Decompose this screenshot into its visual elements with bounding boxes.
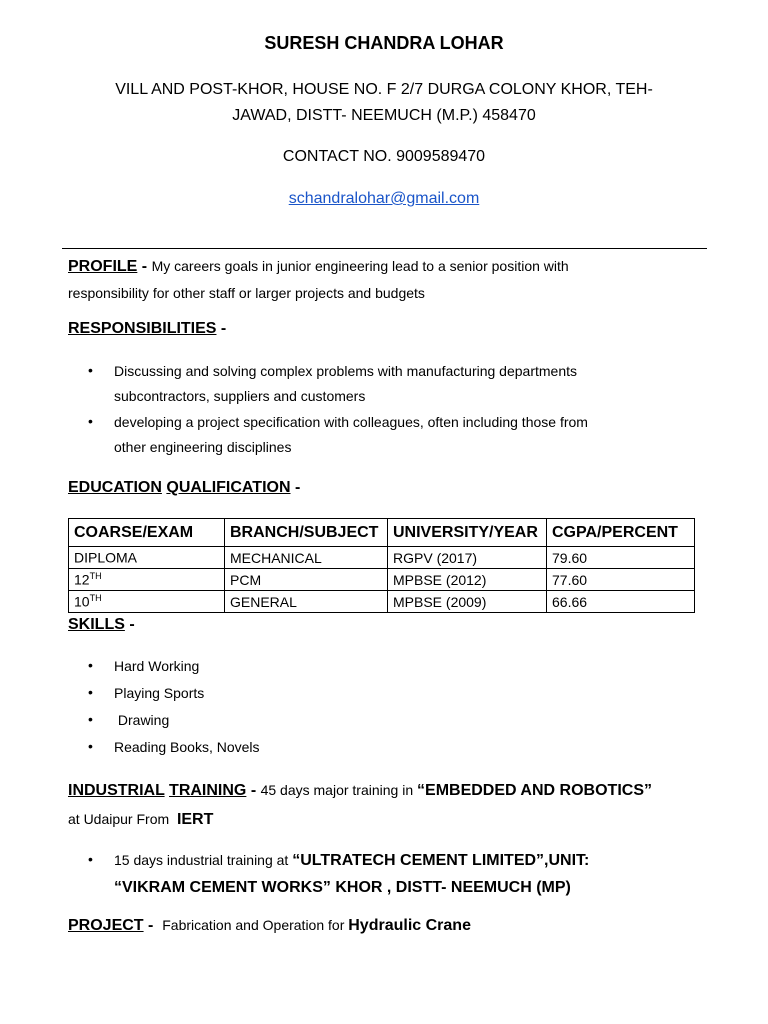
- responsibility-line: other engineering disciplines: [114, 439, 292, 455]
- training-topic: “EMBEDDED AND ROBOTICS”: [417, 782, 652, 799]
- table-row: [69, 547, 695, 569]
- column-header: UNIVERSITY/YEAR: [388, 519, 547, 547]
- column-header: BRANCH/SUBJECT: [225, 519, 388, 547]
- contact-number: CONTACT NO. 9009589470: [282, 148, 486, 165]
- skills-dash: -: [124, 616, 135, 633]
- responsibility-item: [114, 359, 577, 409]
- bullet-icon: •: [88, 657, 93, 673]
- branch-cell: MECHANICAL: [225, 547, 388, 569]
- profile-section: [68, 253, 569, 307]
- address-line-2: JAWAD, DISTT- NEEMUCH (M.P.) 458470: [232, 107, 536, 124]
- bullet-icon: •: [88, 711, 93, 727]
- score-cell: 79.60: [547, 547, 695, 569]
- project-section: [68, 917, 471, 935]
- responsibility-line: developing a project specification with colleagues, often including those from: [114, 414, 588, 430]
- training-section: [68, 776, 652, 834]
- bullet-icon: •: [88, 413, 93, 429]
- exam-cell: 10TH: [69, 591, 225, 613]
- industrial-training-unit: “VIKRAM CEMENT WORKS” KHOR , DISTT- NEEMUCH (MP): [114, 879, 571, 896]
- training-text: 45 days major training in: [260, 782, 418, 798]
- bullet-icon: •: [88, 684, 93, 700]
- skills-heading: SKILLS: [68, 616, 125, 633]
- header-divider: [62, 248, 707, 249]
- candidate-name: SURESH CHANDRA LOHAR: [264, 33, 504, 53]
- email-link[interactable]: schandralohar@gmail.com: [288, 190, 480, 207]
- education-table: [68, 518, 695, 613]
- training-dash: -: [246, 782, 261, 799]
- university-cell: MPBSE (2009): [388, 591, 547, 613]
- education-heading-row: [68, 479, 300, 497]
- email-row: [0, 190, 768, 208]
- project-heading: PROJECT: [68, 917, 144, 934]
- university-cell: RGPV (2017): [388, 547, 547, 569]
- table-header-row: [69, 519, 695, 547]
- project-text: Fabrication and Operation for: [162, 917, 349, 933]
- exam-cell: 12TH: [69, 569, 225, 591]
- column-header: CGPA/PERCENT: [547, 519, 695, 547]
- skill-item: Drawing: [114, 712, 170, 728]
- branch-cell: PCM: [225, 569, 388, 591]
- skill-item: Reading Books, Novels: [114, 739, 260, 755]
- branch-cell: GENERAL: [225, 591, 388, 613]
- training-heading-a: INDUSTRIAL: [68, 782, 165, 799]
- address: [0, 77, 768, 129]
- industrial-training-company: “ULTRATECH CEMENT LIMITED”,UNIT:: [292, 852, 590, 869]
- responsibilities-heading-row: [68, 320, 226, 338]
- training-institute: IERT: [176, 811, 214, 828]
- profile-line-1: My careers goals in junior engineering lead to a senior position with: [151, 258, 569, 274]
- bullet-icon: •: [88, 851, 93, 867]
- bullet-icon: •: [88, 362, 93, 378]
- training-location: at Udaipur From: [68, 811, 177, 827]
- education-heading-a: EDUCATION: [68, 479, 162, 496]
- project-dash: -: [143, 917, 163, 934]
- industrial-training-text: 15 days industrial training at: [114, 852, 293, 868]
- education-heading-b: QUALIFICATION: [166, 479, 291, 496]
- responsibilities-heading: RESPONSIBILITIES: [68, 320, 217, 337]
- responsibility-line: Discussing and solving complex problems with manufacturing departments: [114, 363, 577, 379]
- column-header: COARSE/EXAM: [69, 519, 225, 547]
- industrial-training-item: [114, 847, 589, 901]
- address-line-1: VILL AND POST-KHOR, HOUSE NO. F 2/7 DURGA COLONY KHOR, TEH-: [115, 81, 653, 98]
- university-cell: MPBSE (2012): [388, 569, 547, 591]
- project-title: Hydraulic Crane: [348, 917, 471, 934]
- score-cell: 66.66: [547, 591, 695, 613]
- profile-line-2: responsibility for other staff or larger projects and budgets: [68, 285, 425, 301]
- skill-item: Playing Sports: [114, 685, 205, 701]
- table-row: [69, 569, 695, 591]
- skill-item: Hard Working: [114, 658, 200, 674]
- training-heading-b: TRAINING: [169, 782, 247, 799]
- responsibilities-dash: -: [216, 320, 227, 337]
- table-row: [69, 591, 695, 613]
- profile-heading: PROFILE: [68, 258, 138, 275]
- education-dash: -: [290, 479, 301, 496]
- exam-cell: DIPLOMA: [69, 547, 225, 569]
- bullet-icon: •: [88, 738, 93, 754]
- score-cell: 77.60: [547, 569, 695, 591]
- responsibility-line: subcontractors, suppliers and customers: [114, 388, 366, 404]
- responsibility-item: [114, 410, 588, 460]
- profile-dash: -: [137, 258, 152, 275]
- skills-heading-row: [68, 616, 135, 634]
